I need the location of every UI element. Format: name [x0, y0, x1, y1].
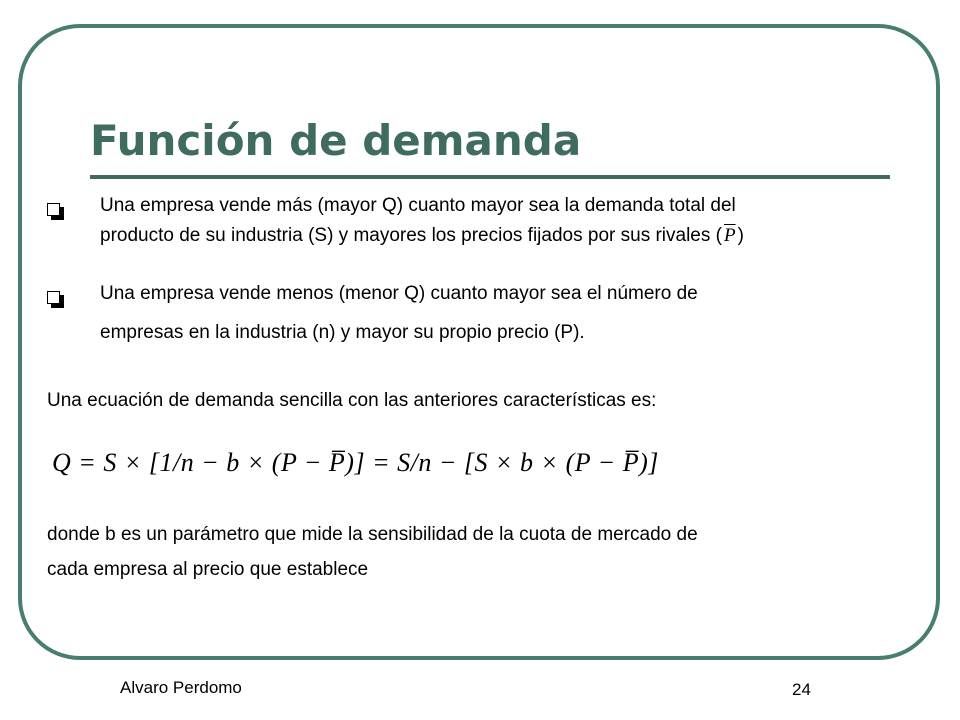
bullet-2-line-2: empresas en la industria (n) y mayor su propio precio (P).: [100, 322, 585, 343]
slide-title: Función de demanda: [90, 116, 582, 165]
checkbox-bullet-icon: [47, 291, 60, 304]
description-line-2: cada empresa al precio que establece: [47, 559, 369, 580]
bullet-1-line-2: [100, 223, 744, 249]
bullet-1-line-2-text: producto de su industria (S) y mayores los precios fijados por sus rivales (: [100, 225, 722, 246]
bullet-1-line-1: Una empresa vende más (mayor Q) cuanto mayor sea la demanda total del: [100, 195, 736, 216]
bullet-2-line-1: Una empresa vende menos (menor Q) cuanto mayor sea el número de: [100, 283, 698, 304]
title-underline: [90, 175, 890, 179]
footer-author: Alvaro Perdomo: [120, 678, 242, 697]
checkbox-bullet-icon: [47, 203, 60, 216]
page-number: 24: [792, 680, 811, 699]
description-line-1: donde b es un parámetro que mide la sensibilidad de la cuota de mercado de: [47, 524, 698, 545]
demand-equation: Q = S × [1/n − b × (P − P̅)] = S/n − [S × b × (P − P̅)]: [52, 448, 659, 477]
p-bar-symbol: $\overline{P}$: [723, 225, 736, 246]
bullet-1-line-2-end: ): [737, 225, 744, 246]
intro-text: Una ecuación de demanda sencilla con las anteriores características es:: [47, 390, 657, 411]
